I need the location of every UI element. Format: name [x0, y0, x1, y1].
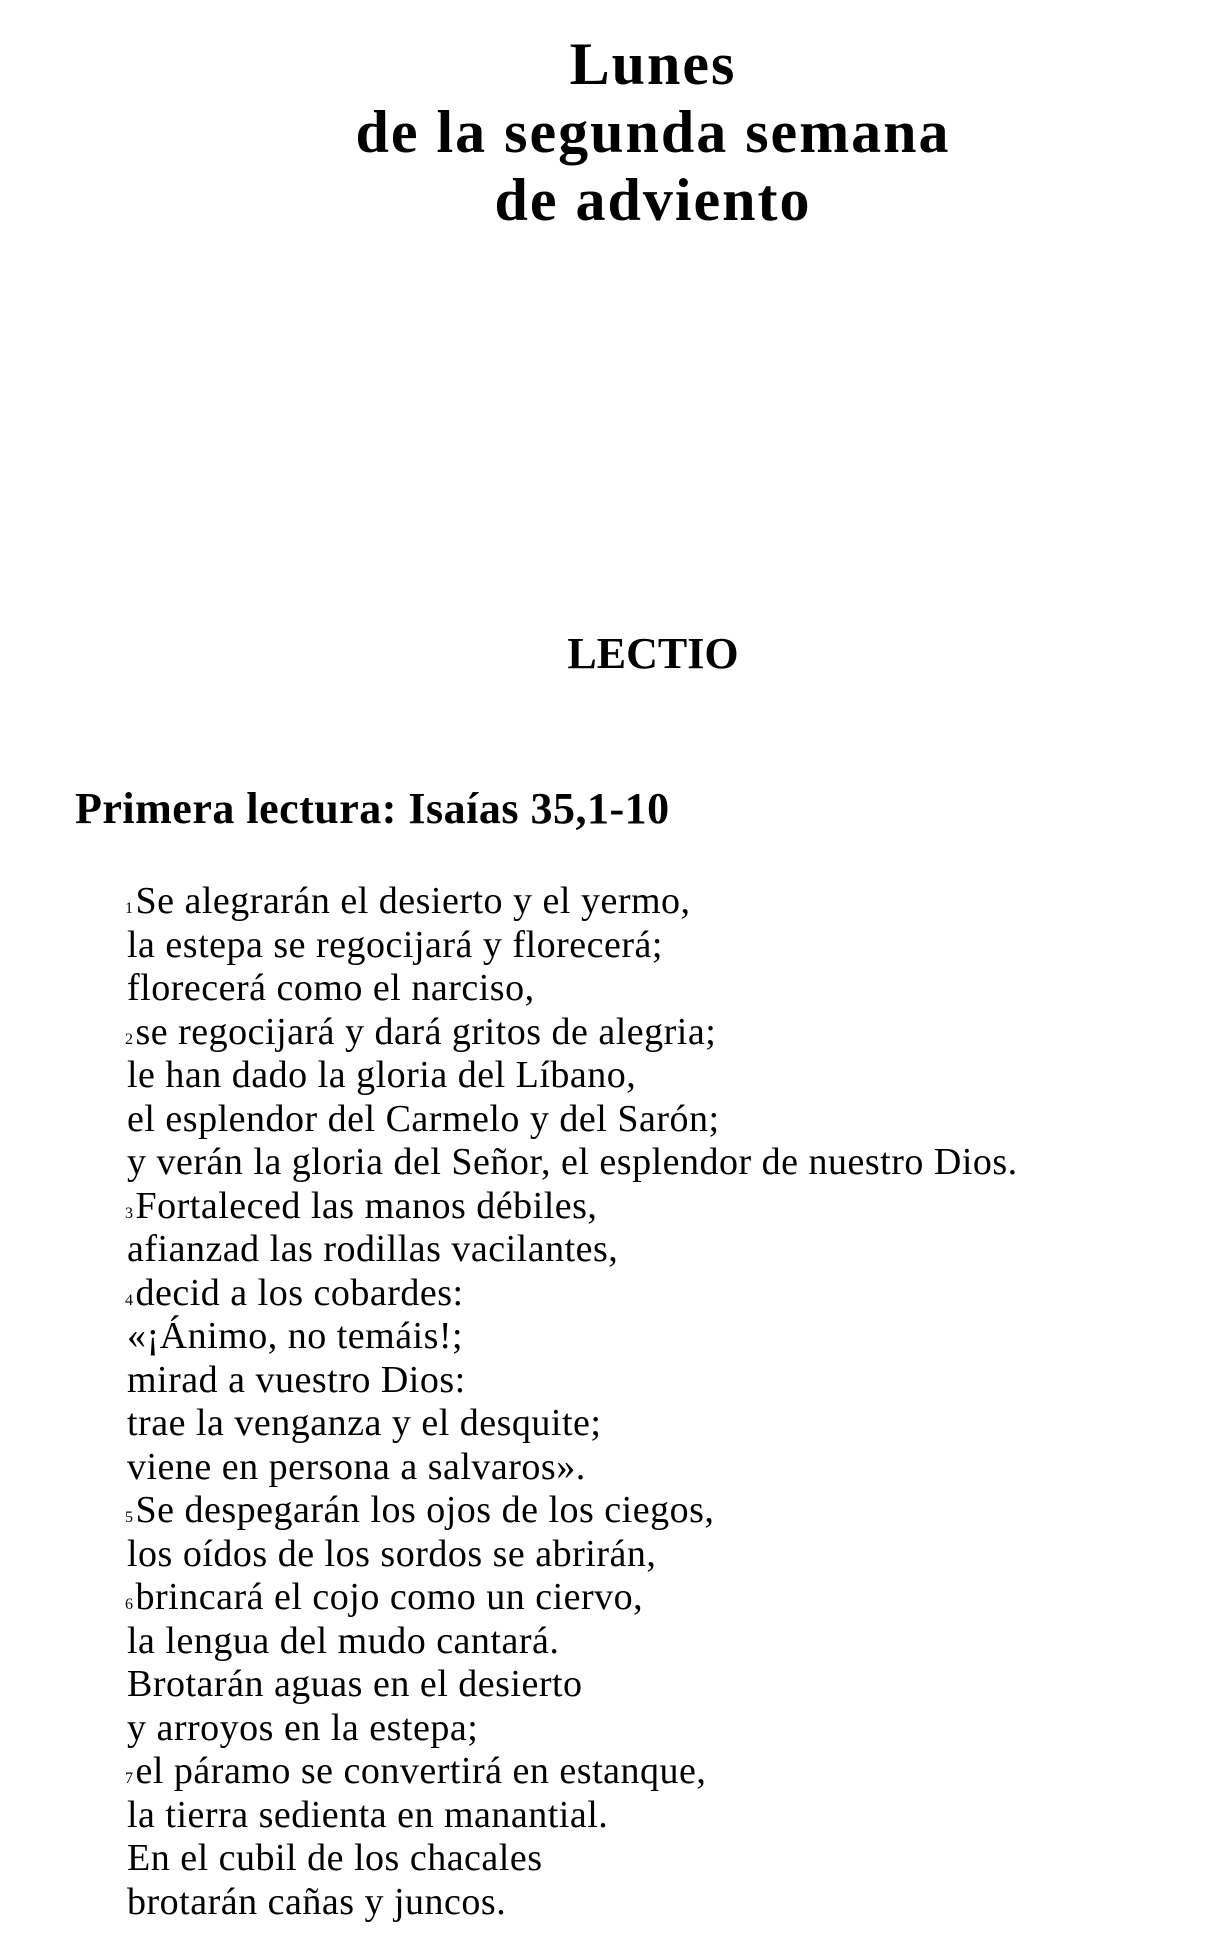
verse-line: [125, 1272, 1018, 1316]
verse-line: [125, 1446, 1018, 1490]
verse-text: Brotarán aguas en el desierto: [127, 1663, 583, 1705]
verse-text: la estepa se regocijará y florecerá;: [127, 923, 663, 966]
verse-text: brotarán cañas y juncos.: [127, 1880, 507, 1923]
verse-text: la lengua del mudo cantará.: [127, 1619, 560, 1662]
verse-text: Se despegarán los ojos de los ciegos,: [135, 1489, 715, 1531]
page-title-line-2: de la segunda semana: [355, 99, 951, 165]
verse-number: 6: [125, 1596, 134, 1613]
verse-text: los oídos de los sordos se abrirán,: [127, 1532, 657, 1575]
verse-line: [125, 1837, 1018, 1881]
verse-text: el páramo se convertirá en estanque,: [135, 1750, 707, 1792]
verse-text: afianzad las rodillas vacilantes,: [127, 1228, 619, 1270]
verse-line: [125, 967, 1018, 1011]
verse-text: se regocijará y dará gritos de alegria;: [135, 1010, 717, 1053]
verse-line: [125, 1054, 1018, 1098]
verse-line: [125, 1402, 1018, 1446]
verse-text: florecerá como el narciso,: [127, 967, 535, 1009]
verse-text: y arroyos en la estepa;: [127, 1706, 479, 1749]
verse-line: [125, 1141, 1018, 1185]
verse-text: Fortaleced las manos débiles,: [135, 1184, 598, 1227]
verse-line: [125, 1011, 1018, 1055]
verse-text: mirad a vuestro Dios:: [127, 1358, 466, 1401]
verse-number: 4: [125, 1291, 134, 1309]
verse-line: [125, 1533, 1018, 1577]
verse-list: [125, 880, 1018, 1924]
verse-line: [125, 1315, 1018, 1359]
verse-text: decid a los cobardes:: [135, 1271, 464, 1314]
verse-line: [125, 1794, 1018, 1838]
verse-line: [125, 1489, 1018, 1533]
verse-text: y verán la gloria del Señor, el esplendor de nuestro Dios.: [127, 1141, 1018, 1183]
verse-line: [125, 1750, 1018, 1794]
verse-text: Se alegrarán el desierto y el yermo,: [135, 880, 691, 922]
verse-line: [125, 1663, 1018, 1707]
verse-number: 7: [125, 1770, 134, 1787]
verse-number: 3: [125, 1204, 134, 1222]
verse-line: [125, 1185, 1018, 1229]
verse-line: [125, 924, 1018, 968]
verse-line: [125, 1228, 1018, 1272]
verse-text: la tierra sedienta en manantial.: [127, 1793, 609, 1836]
verse-line: [125, 1881, 1018, 1925]
verse-text: le han dado la gloria del Líbano,: [127, 1054, 637, 1096]
verse-text: viene en persona a salvaros».: [127, 1445, 586, 1488]
verse-number: 1: [125, 900, 134, 917]
verse-text: brincará el cojo como un ciervo,: [135, 1576, 644, 1618]
page-title-line-1: Lunes: [569, 31, 737, 97]
page-title-line-3: de adviento: [494, 167, 812, 233]
verse-text: En el cubil de los chacales: [127, 1837, 543, 1879]
reading-heading: Primera lectura: Isaías 35,1-10: [75, 784, 670, 833]
verse-line: [125, 1620, 1018, 1664]
section-heading: LECTIO: [567, 629, 739, 678]
verse-text: «¡Ánimo, no temáis!;: [127, 1315, 464, 1357]
verse-number: 5: [125, 1509, 134, 1526]
verse-line: [125, 1098, 1018, 1142]
verse-text: el esplendor del Carmelo y del Sarón;: [127, 1097, 720, 1140]
verse-text: trae la venganza y el desquite;: [127, 1402, 602, 1444]
verse-line: [125, 1707, 1018, 1751]
verse-line: [125, 880, 1018, 924]
page-title: [0, 30, 1208, 234]
verse-number: 2: [125, 1030, 134, 1048]
verse-line: [125, 1576, 1018, 1620]
verse-line: [125, 1359, 1018, 1403]
